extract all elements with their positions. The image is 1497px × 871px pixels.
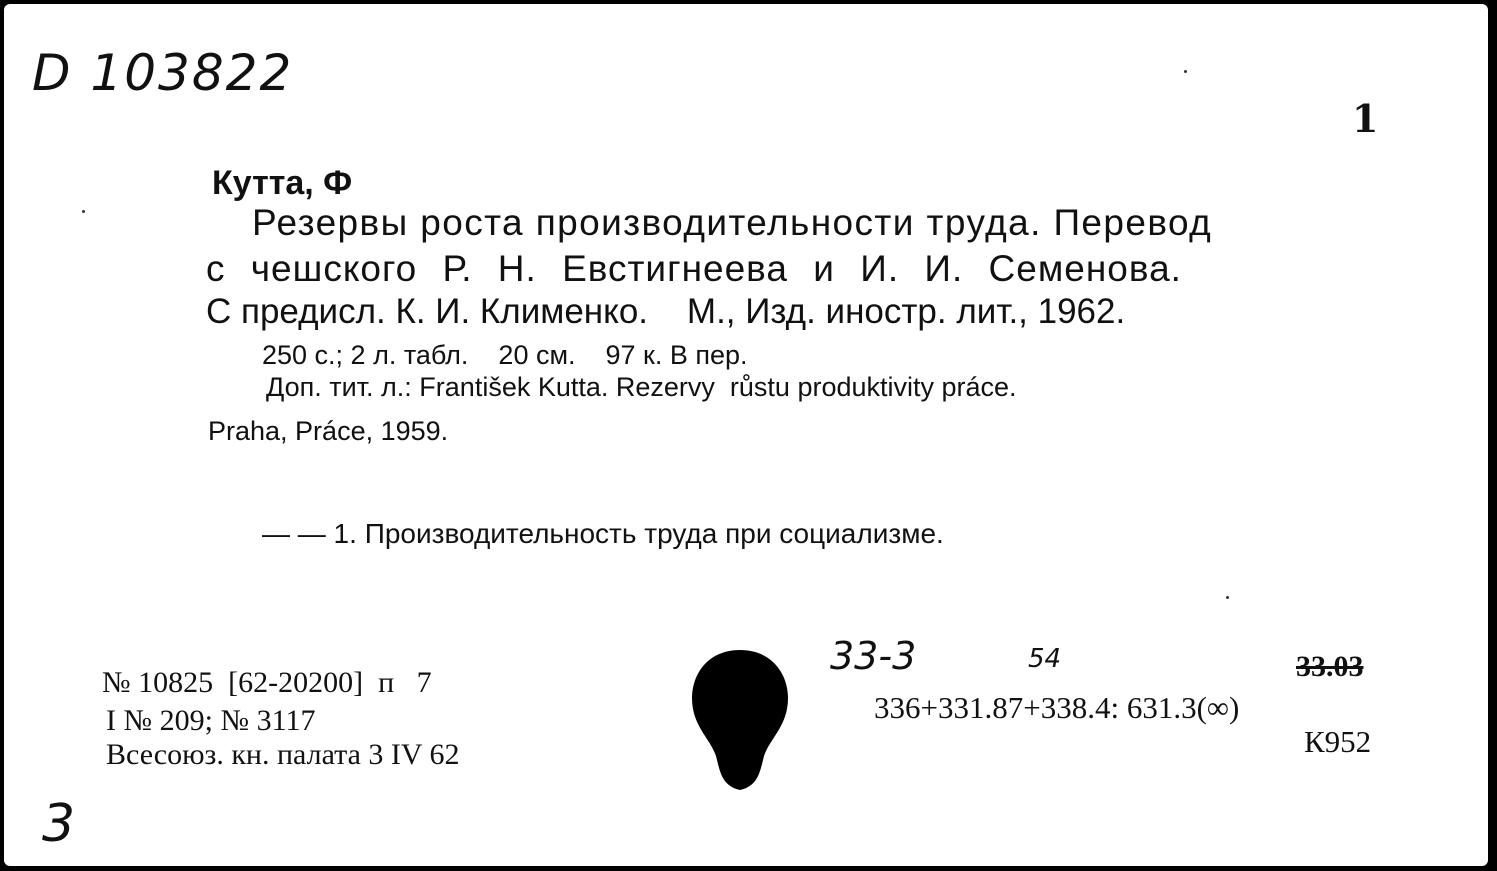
- handwritten-class: 33-3: [830, 634, 917, 678]
- record-info-line-2: I № 209; № 3117: [106, 704, 316, 737]
- record-info-line-1: № 10825 [62-20200] п 7: [102, 666, 432, 699]
- class-formula: 336+331.87+338.4: 631.3(∞): [874, 690, 1240, 725]
- subject-heading: — — 1. Производительность труда при социализме.: [262, 518, 944, 549]
- original-title-line-1: Доп. тит. л.: František Kutta. Rezervy růstu produktivity práce.: [266, 372, 1017, 402]
- title-line-1: Резервы роста производительности труда. Перевод: [252, 202, 1213, 243]
- speck: [82, 210, 85, 213]
- inventory-number: D 103822: [32, 44, 294, 102]
- title-line-2: с чешского Р. Н. Евстигнеева и И. И. Семенова.: [206, 248, 1182, 289]
- class-code-top: 33.03: [1296, 650, 1364, 683]
- handwritten-corner-number: 3: [42, 794, 76, 854]
- card-number: 1: [1352, 96, 1379, 141]
- speck: [1184, 70, 1187, 73]
- author-mark: К952: [1304, 724, 1372, 759]
- handwritten-mark: 54: [1028, 644, 1062, 674]
- original-title-line-2: Praha, Práce, 1959.: [208, 416, 449, 446]
- speck: [1226, 596, 1229, 599]
- record-info-line-3: Всесоюз. кн. палата 3 IV 62: [106, 738, 460, 771]
- author-heading: Кутта, Ф: [212, 164, 353, 202]
- card-paper: [4, 4, 1488, 866]
- physical-description: 250 с.; 2 л. табл. 20 см. 97 к. В пер.: [262, 340, 748, 370]
- punch-hole: [688, 646, 792, 796]
- title-line-3: С предисл. К. И. Клименко. М., Изд. иностр. лит., 1962.: [206, 292, 1126, 331]
